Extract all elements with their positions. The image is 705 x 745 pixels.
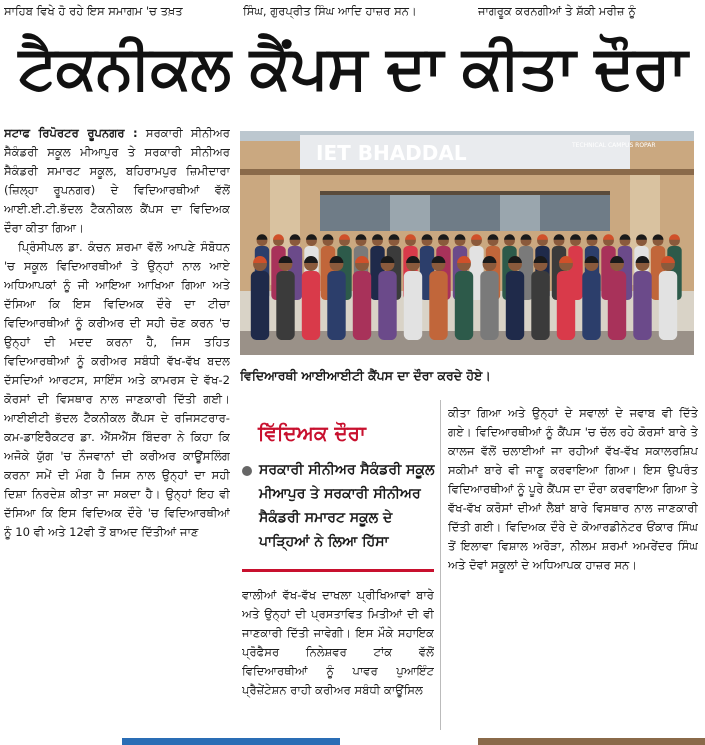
sign-subtext: TECHNICAL CAMPUS ROPAR [572,142,656,149]
headline: ਟੈਕਨੀਕਲ ਕੈਂਪਸ ਦਾ ਕੀਤਾ ਦੌਰਾ [18,33,687,103]
bullet-icon [242,466,252,476]
dateline: ਸਟਾਫ ਰਿਪੋਰਟਰ ਰੂਪਨਗਰ : [4,126,138,140]
paragraph-1-text: ਸਰਕਾਰੀ ਸੀਨੀਅਰ ਸੈਕੰਡਰੀ ਸਕੂਲ ਮੀਆਪੁਰ ਤੇ ਸਰਕਾਰੀ ਸੀਨੀਅਰ ਸੈਕੰਡਰੀ ਸਮਾਰਟ ਸਕੂਲ, ਬਹਿਰਾਮਪੁਰ ਜ਼ਿਮੀਦਾਰਾ (ਜ਼ਿਲ੍ਹਾ ਰੂਪਨਗਰ) ਦੇ ਵਿਦਿਆਰਥੀਆਂ ਵੱਲੋਂ ਆਈ.ਈ.ਟੀ.ਭੱਦਲ ਟੈਕਨੀਕਲ ਕੈਂਪਸ ਦਾ ਵਿਦਿਅਕ ਦੌਰਾ ਕੀਤਾ ਗਿਆ। [4,126,230,235]
article-column-2 [242,586,434,736]
top-strip-middle: ਸਿੰਘ, ਗੁਰਪ੍ਰੀਤ ਸਿੰਘ ਆਦਿ ਹਾਜ਼ਰ ਸਨ। [243,4,417,18]
sidebar-highlight: ਸਰਕਾਰੀ ਸੀਨੀਅਰ ਸੈਕੰਡਰੀ ਸਕੂਲ ਮੀਆਪੁਰ ਤੇ ਸਰਕਾਰੀ ਸੀਨੀਅਰ ਸੈਕੰਡਰੀ ਸਮਾਰਟ ਸਕੂਲ ਦੇ ਪਾੜ੍ਹਿਆਂ ਨੇ ਲਿਆ ਹਿੱਸਾ [259,462,435,550]
column-2-text: ਵਾਲੀਆਂ ਵੱਖ-ਵੱਖ ਦਾਖਲਾ ਪ੍ਰੀਖਿਆਵਾਂ ਬਾਰੇ ਅਤੇ ਉਨ੍ਹਾਂ ਦੀ ਪ੍ਰਸਤਾਵਿਤ ਮਿਤੀਆਂ ਦੀ ਵੀ ਜਾਣਕਾਰੀ ਦਿੱਤੀ ਜਾਵੇਗੀ। ਇਸ ਮੌਕੇ ਸਹਾਇਕ ਪ੍ਰੋਫੈਸਰ ਨਿਲੇਸ਼ਵਰ ਟਾਂਕ ਵੱਲੋਂ ਵਿਦਿਆਰਥੀਆਂ ਨੂੰ ਪਾਵਰ ਪੁਆਇੰਟ ਪ੍ਰੈਜ਼ੇਂਟੇਸ਼ਨ ਰਾਹੀ ਕਰੀਅਰ ਸਬੰਧੀ ਕਾਊਂਸਿਲ [242,588,434,697]
article-column-3 [448,404,698,736]
article-photo [240,131,694,355]
column-divider [440,400,441,730]
top-strip-right: ਜਾਗਰੂਕ ਕਰਨਗੀਆਂ ਤੇ ਸ਼ੱਕੀ ਮਰੀਜ਼ ਨੂੰ [478,4,636,18]
sidebar-title: ਵਿੱਦਿਅਕ ਦੌਰਾ [258,421,366,445]
photo-caption: ਵਿਦਿਆਰਥੀ ਆਈਆਈਟੀ ਕੈਂਪਸ ਦਾ ਦੌਰਾ ਕਰਦੇ ਹੋਏ। [240,368,491,383]
campus-group-photo [240,131,694,355]
column-3-text: ਕੀਤਾ ਗਿਆ ਅਤੇ ਉਨ੍ਹਾਂ ਦੇ ਸਵਾਲਾਂ ਦੇ ਜਵਾਬ ਵੀ ਦਿੱਤੇ ਗਏ। ਵਿਦਿਆਰਥੀਆਂ ਨੂੰ ਕੈਂਪਸ 'ਚ ਚੱਲ ਰਹੇ ਕੋਰਸਾਂ ਬਾਰੇ ਤੇ ਕਾਲਜ ਵੱਲੋਂ ਚਲਾਈਆਂ ਜਾ ਰਹੀਆਂ ਵੱਖ-ਵੱਖ ਸਕਾਲਰਸ਼ਿਪ ਸਕੀਮਾਂ ਬਾਰੇ ਵੀ ਜਾਣੂ ਕਰਵਾਇਆ ਗਿਆ। ਇਸ ਉਪਰੰਤ ਵਿਦਿਆਰਥੀਆਂ ਨੂੰ ਪੂਰੇ ਕੈਂਪਸ ਦਾ ਦੌਰਾ ਕਰਵਾਇਆ ਗਿਆ ਤੇ ਵੱਖ-ਵੱਖ ਕਰੋਸਾਂ ਦੀਆਂ ਲੈਬਾਂ ਬਾਰੇ ਵਿਸਥਾਰ ਨਾਲ ਜਾਣਕਾਰੀ ਦਿੱਤੀ ਗਈ। ਵਿਦਿਅਕ ਦੌਰੇ ਦੇ ਕੋਆਰਡੀਨੇਟਰ ਓਂਕਾਰ ਸਿੰਘ ਤੋਂ ਇਲਾਵਾ ਵਿਸ਼ਾਲ ਅਰੋੜਾ, ਨੀਲਮ ਸ਼ਰਮਾਂ ਅਮਰੇਂਦਰ ਸਿੰਘ ਅਤੇ ਦੋਵਾਂ ਸਕੂਲਾਂ ਦੇ ਅਧਿਆਪਕ ਹਾਜ਼ਰ ਸਨ। [448,406,698,572]
top-strip-left: ਸਾਹਿਬ ਵਿਖੇ ਹੋ ਰਹੇ ਇਸ ਸਮਾਗਮ 'ਚ ਤਖ਼ਤ [4,4,183,18]
bottom-bar-photo [478,738,705,745]
bottom-bar-blue [122,738,340,745]
article-column-1 [4,124,230,736]
sidebar-rule [242,569,434,572]
paragraph-1 [4,124,230,238]
paragraph-2: ਪ੍ਰਿੰਸੀਪਲ ਡਾ. ਕੰਚਨ ਸ਼ਰਮਾ ਵੱਲੋਂ ਆਪਣੇ ਸੰਬੋਧਨ 'ਚ ਸਕੂਲ ਵਿਦਿਆਰਥੀਆਂ ਤੇ ਉਨ੍ਹਾਂ ਨਾਲ ਆਏ ਅਧਿਆਪਕਾਂ ਨੂੰ ਜੀ ਆਇਆ ਆਖਿਆ ਗਿਆ ਅਤੇ ਦੱਸਿਆ ਕਿ ਇਸ ਵਿਦਿਅਕ ਦੌਰੇ ਦਾ ਟੀਚਾ ਵਿਦਿਆਰਥੀਆਂ ਨੂੰ ਕਰੀਅਰ ਦੀ ਸਹੀ ਚੋਣ ਕਰਨ 'ਚ ਉਨ੍ਹਾਂ ਦੀ ਮਦਦ ਕਰਨਾ ਹੈ, ਜਿਸ ਤਹਿਤ ਵਿਦਿਆਰਥੀਆਂ ਨੂੰ ਕਰੀਅਰ ਸਬੰਧੀ ਵੱਖ-ਵੱਖ ਬਦਲ ਦੱਸਦਿਆਂ ਆਰਟਸ, ਸਾਇੰਸ ਅਤੇ ਕਾਮਰਸ ਦੇ ਵੱਖ-2 ਕੋਰਸਾਂ ਦੀ ਵਿਸਥਾਰ ਨਾਲ ਜਾਣਕਾਰੀ ਦਿੱਤੀ ਗਈ। ਆਈਈਟੀ ਭੱਦਲ ਟੈਕਨੀਕਲ ਕੈਂਪਸ ਦੇ ਰਜਿਸਟਰਾਰ-ਕਮ-ਡਾਇਰੈਕਟਰ ਡਾ. ਐੱਸਐੱਸ ਬਿੰਦਰਾ ਨੇ ਕਿਹਾ ਕਿ ਅਜੋਕੇ ਯੁੱਗ 'ਚ ਨੌਜਵਾਨਾਂ ਦੀ ਕਰੀਅਰ ਕਾਊਂਸਲਿੰਗ ਕਰਨਾ ਸਮੇਂ ਦੀ ਮੰਗ ਹੈ ਜਿਸ ਨਾਲ ਉਨ੍ਹਾਂ ਦਾ ਸਹੀ ਦਿਸ਼ਾ ਨਿਰਦੇਸ਼ ਕੀਤਾ ਜਾ ਸਕਦਾ ਹੈ। ਉਨ੍ਹਾਂ ਇਹ ਵੀ ਦੱਸਿਆ ਕਿ ਇਸ ਵਿਦਿਅਕ ਦੌਰੇ 'ਚ ਵਿਦਿਆਰਥੀਆਂ ਨੂੰ 10 ਵੀ ਅਤੇ 12ਵੀ ਤੋਂ ਬਾਅਦ ਦਿੱਤੀਆਂ ਜਾਣ [4,240,230,539]
sign-text: IET BHADDAL [316,141,467,165]
